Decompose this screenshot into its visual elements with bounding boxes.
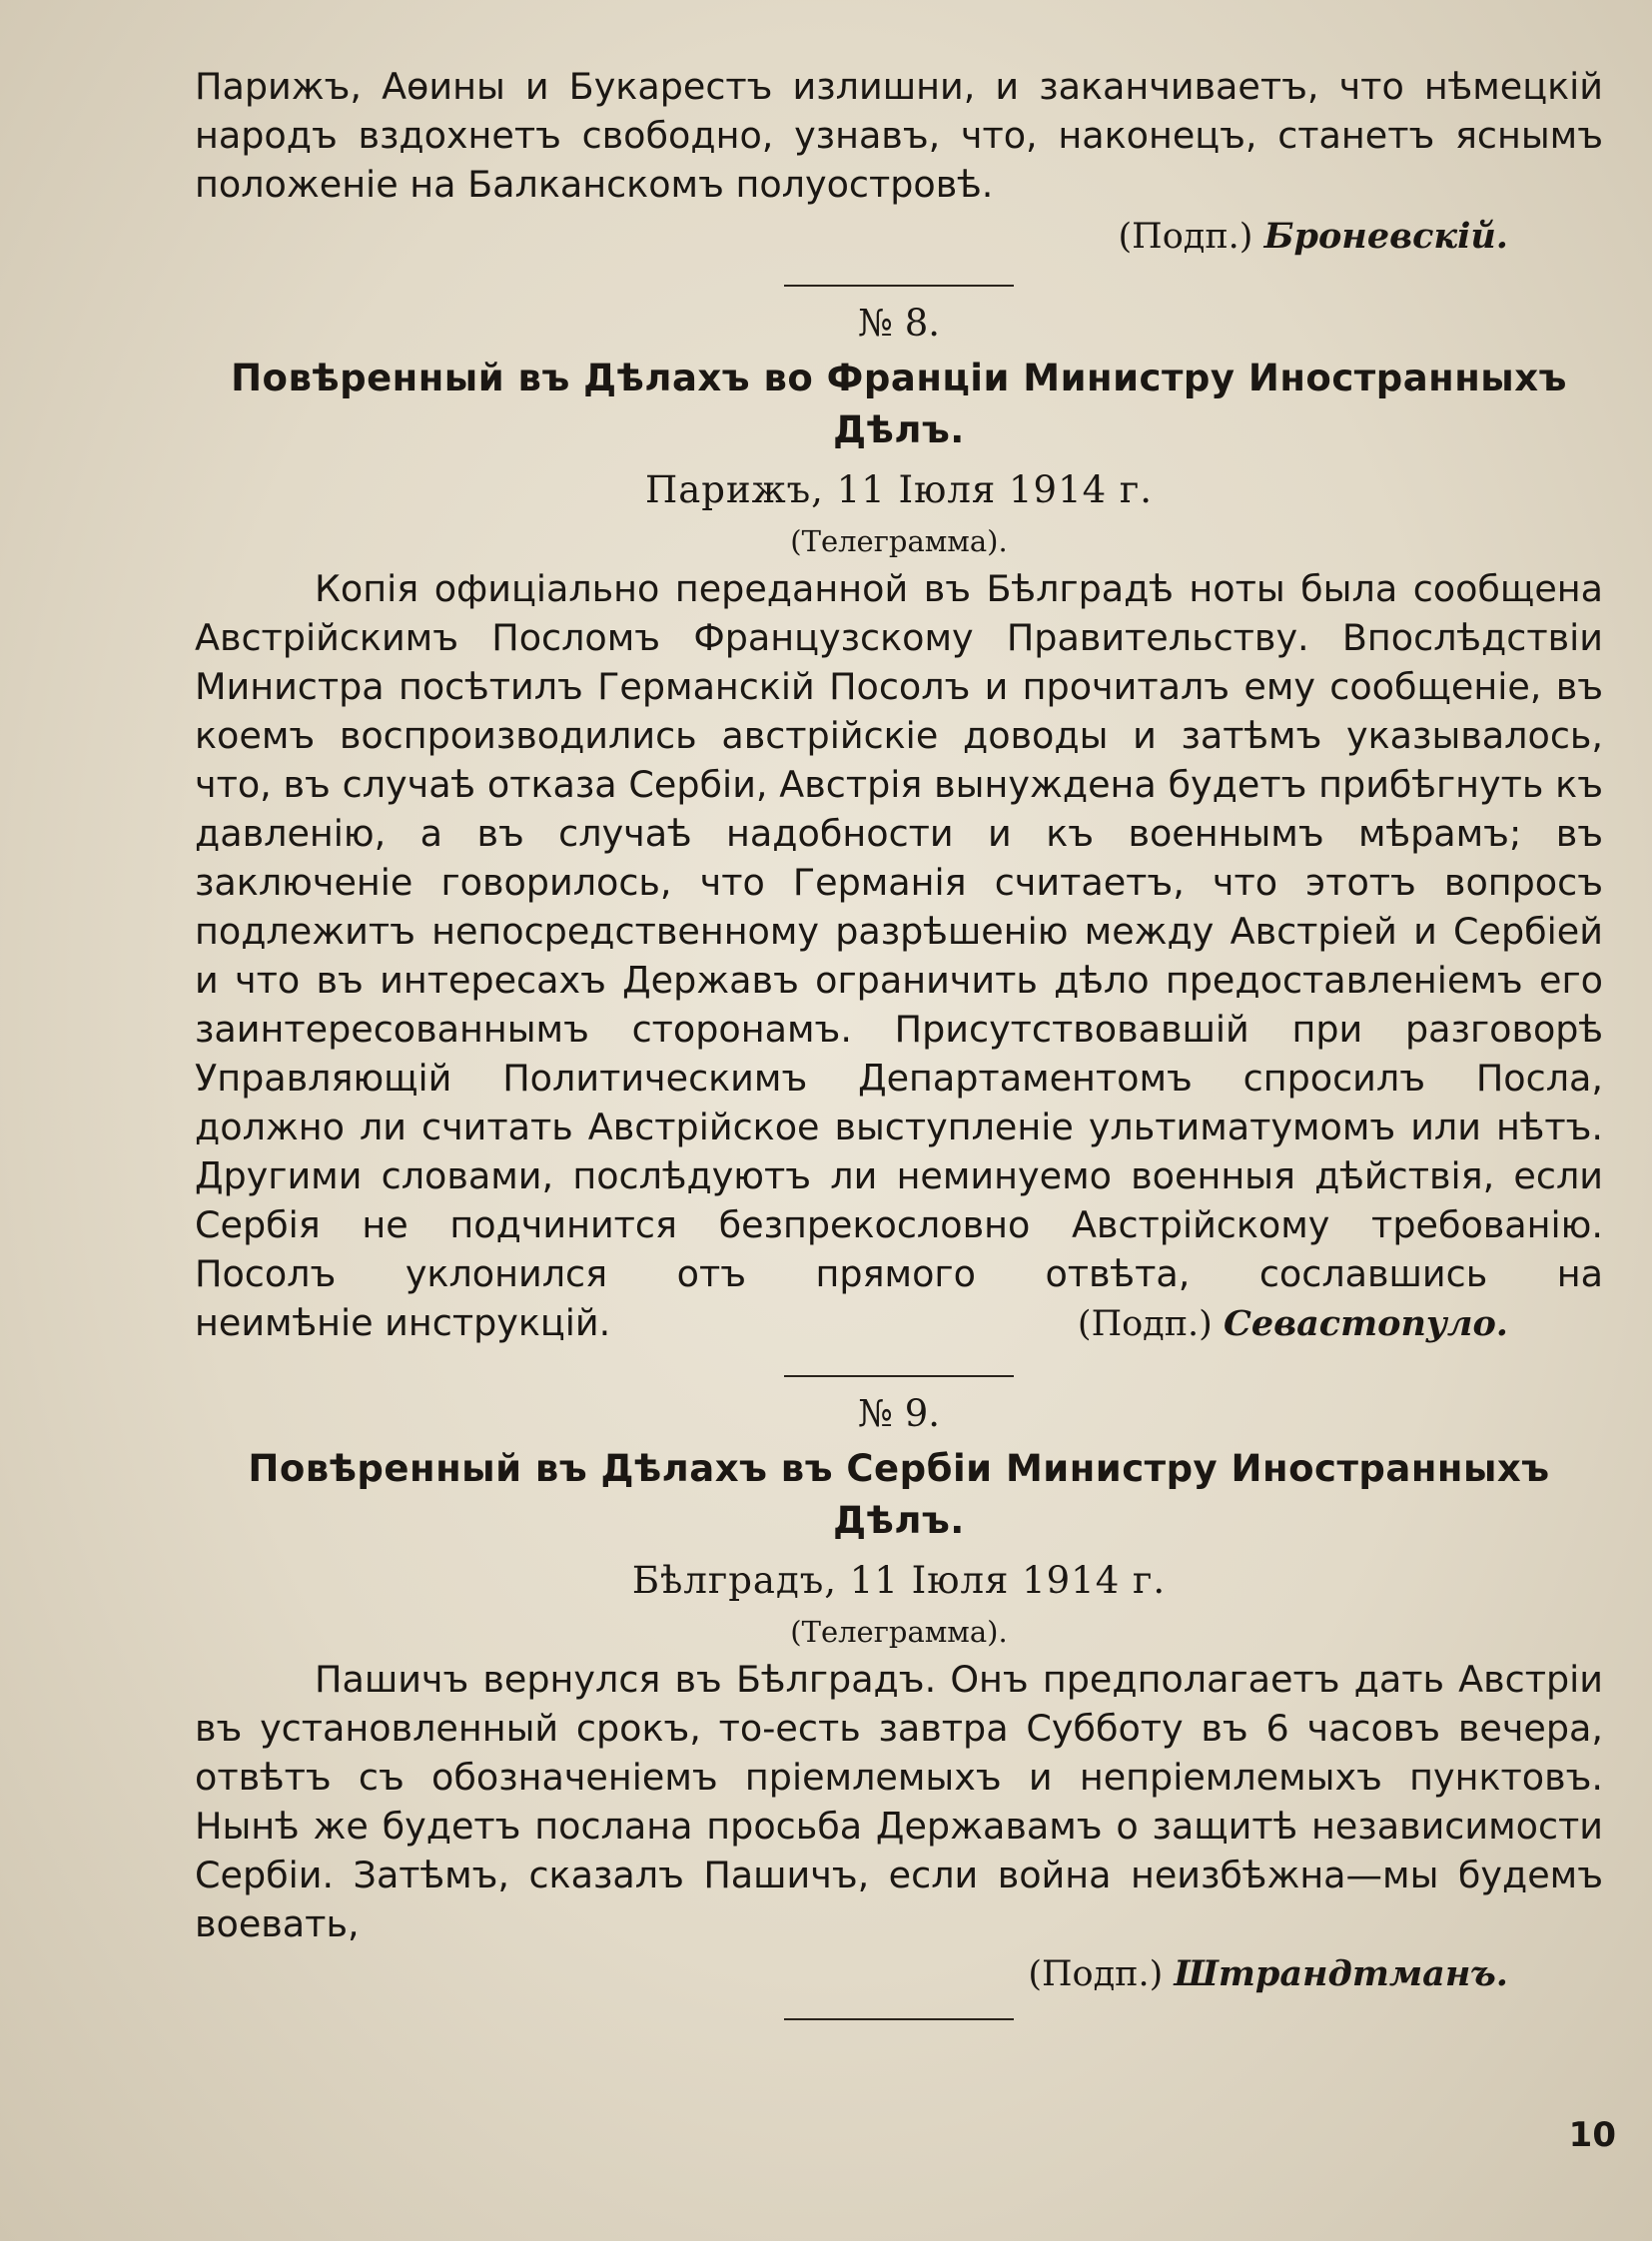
document-signature bbox=[1078, 1299, 1603, 1349]
section-divider bbox=[784, 1375, 1014, 1377]
signature-name: Севастопуло. bbox=[1223, 1303, 1508, 1344]
document-body: Копія офиціально переданной въ Бѣлградѣ ноты была сообщена Австрійскимъ Посломъ Французскому Правительству. Впослѣдствіи Министра посѣтилъ Германскій Посолъ и прочиталъ ему сообщеніе, въ коемъ воспроизводились австрійскіе доводы и затѣмъ указывалось, что, въ случаѣ отказа Сербіи, Австрія вынуждена будетъ прибѣгнуть къ давленію, а въ случаѣ надобности и къ военнымъ мѣрамъ; въ заключеніе говорилось, что Германія считаетъ, что этотъ вопросъ подлежитъ непосредственному разрѣшенію между Австріей и Сербіей и что въ интересахъ Державъ ограничить дѣло предоставленіемъ его заинтересованнымъ сторонамъ. Присутствовавшій при разговорѣ Управляющій Политическимъ Департаментомъ спросилъ Посла, должно ли считать Австрійское выступленіе ультиматумомъ или нѣтъ. Другими словами, послѣдуютъ ли неминуемо военныя дѣйствія, если Сербія не подчинится безпрекословно Австрійскому требованію. Посолъ уклонился отъ прямого отвѣта, сославшись на bbox=[195, 567, 1603, 1295]
document-number: № 8. bbox=[857, 302, 941, 345]
signature-prefix: (Подп.) bbox=[1077, 1304, 1213, 1344]
document-type: (Телеграмма). bbox=[790, 524, 1008, 558]
page-number: 10 bbox=[1568, 2115, 1616, 2155]
signature-name: Броневскій. bbox=[1263, 216, 1508, 257]
document-closing-line bbox=[195, 1298, 1603, 1349]
document-type: (Телеграмма). bbox=[790, 1615, 1008, 1649]
section-divider bbox=[784, 285, 1014, 287]
intro-paragraph: Парижъ, Аѳины и Букарестъ излишни, и заканчиваетъ, что нѣмецкій народъ вздохнетъ свободно, узнавъ, что, наконецъ, станетъ яснымъ положеніе на Балканскомъ полуостровѣ. bbox=[195, 65, 1603, 206]
document-heading: Повѣренный въ Дѣлахъ во Франціи Министру Иностранныхъ Дѣлъ. bbox=[231, 357, 1567, 451]
document-place-date: Бѣлградъ, 11 Іюля 1914 г. bbox=[631, 1559, 1167, 1602]
document-number: № 9. bbox=[857, 1392, 941, 1435]
signature-prefix: (Подп.) bbox=[1118, 217, 1253, 257]
page-content bbox=[195, 62, 1603, 2020]
closing-text: неимѣніе инструкцій. bbox=[195, 1301, 611, 1344]
signature-prefix: (Подп.) bbox=[1028, 1954, 1164, 1994]
document-place-date: Парижъ, 11 Іюля 1914 г. bbox=[644, 468, 1154, 511]
document-heading: Повѣренный въ Дѣлахъ въ Сербіи Министру Иностранныхъ Дѣлъ. bbox=[248, 1447, 1550, 1542]
section-divider bbox=[784, 2018, 1014, 2020]
signature-name: Штрандтманъ. bbox=[1174, 1953, 1508, 1994]
document-signature bbox=[195, 1948, 1603, 2000]
intro-signature bbox=[195, 211, 1603, 263]
document-body: Пашичъ вернулся въ Бѣлградъ. Онъ предполагаетъ дать Австріи въ установленный срокъ, то-есть завтра Субботу въ 6 часовъ вечера, отвѣтъ съ обозначеніемъ пріемлемыхъ и непріемлемыхъ пунктовъ. Нынѣ же будетъ послана просьба Державамъ о защитѣ независимости Сербіи. Затѣмъ, сказалъ Пашичъ, если война неизбѣжна—мы будемъ воевать, bbox=[195, 1658, 1603, 1945]
